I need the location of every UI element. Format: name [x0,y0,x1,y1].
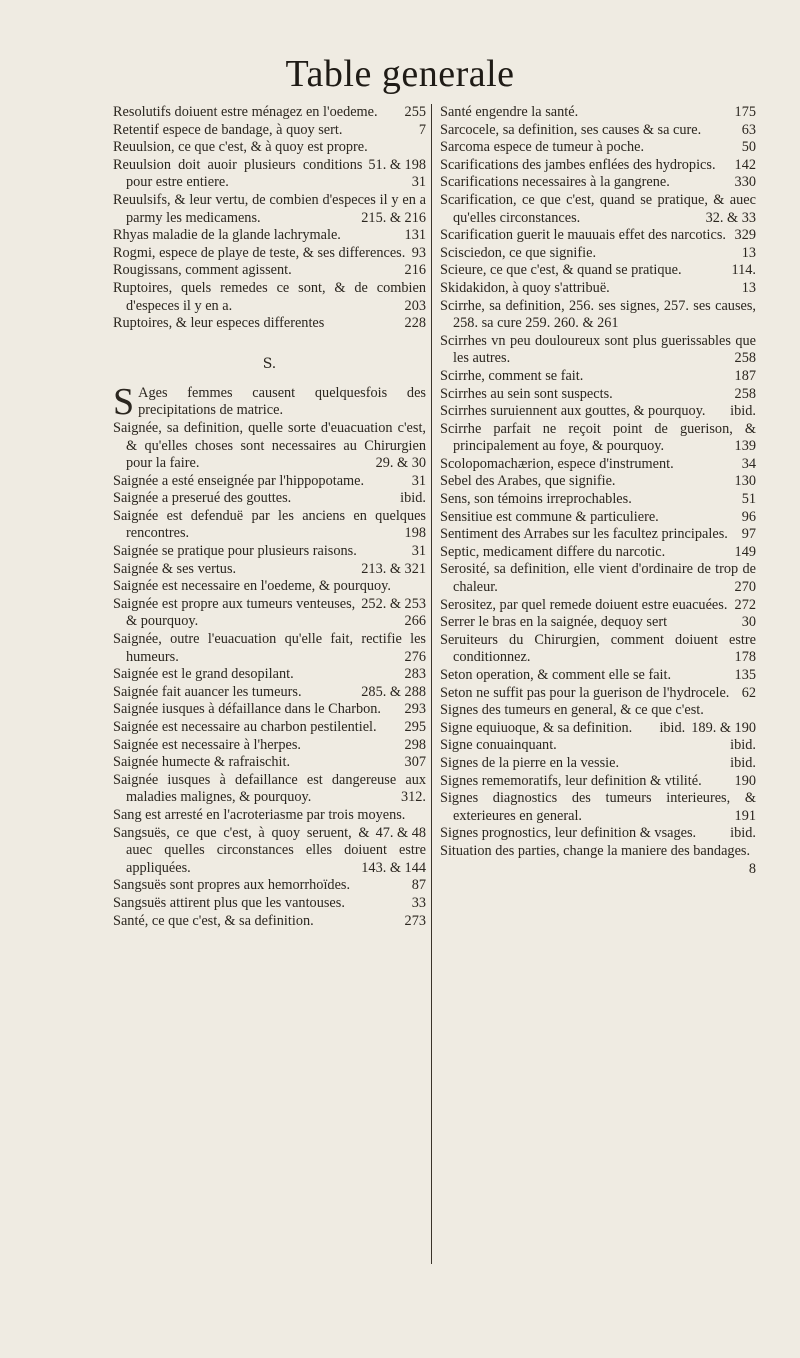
section-heading: S. [262,355,277,372]
index-entry [440,139,756,157]
index-entry [440,262,756,280]
entry-text: Saignée a preserué des gouttes. [113,490,292,507]
index-entry [113,280,426,315]
page-title: Table generale [285,53,515,95]
page-reference: 293 [404,701,426,718]
entry-text: Rhyas maladie de la glande lachrymale. [113,227,341,244]
entry-text: Saignée est necessaire à l'herpes. [113,736,301,753]
index-entry [440,473,756,491]
index-entry [440,667,756,685]
page-reference: 190 [734,772,756,789]
entry-text: Sebel des Arabes, que signifie. [440,473,616,490]
entry-text: Saignée est necessaire en l'oedeme, & pourquoy. [113,578,391,595]
page-reference: 330 [734,174,756,191]
entry-text: Signes de la pierre en la vessie. [440,754,620,771]
page-reference: ibid. [730,754,756,771]
index-entry [113,666,426,684]
page-reference: ibid. [730,403,756,420]
page-reference: 130 [734,473,756,490]
page-reference: 252. & 253 [361,595,426,612]
column-divider [431,104,432,1264]
entry-text: Scarification, ce que c'est, quand se pratique, & auec qu'elles circonstances. [440,191,756,226]
index-entry [440,333,756,368]
page-reference: 47. & 48 [375,824,426,841]
page-reference: 96 [741,508,756,525]
page-reference: 285. & 288 [361,683,426,700]
entry-text: Scirrhes suruiennent aux gouttes, & pourquoy. [440,403,706,420]
index-entry [113,754,426,772]
index-entry [113,895,426,913]
page-reference: 31 [411,543,426,560]
page-reference: 216 [404,262,426,279]
entry-text: Signe equiuoque, & sa definition. [440,719,633,736]
page-reference: 149 [734,543,756,560]
page-reference: 34 [741,455,756,472]
drop-cap: S [113,380,135,423]
index-entry [440,561,756,596]
index-entry [440,825,756,843]
index-entry [113,192,426,227]
page-reference: 33 [411,894,426,911]
page-reference: 307 [404,754,426,771]
index-entry [440,526,756,544]
index-entry [113,806,426,841]
index-entry [113,139,426,173]
index-entry [440,755,756,773]
page-reference: 139 [734,438,756,455]
index-entry [113,701,426,719]
page-reference: 32. & 33 [705,209,756,226]
entry-text: Signes rememoratifs, leur definition & vtilité. [440,772,702,789]
page-reference: 258 [734,385,756,402]
entry-text: Signes des tumeurs en general, & ce que c'est. [440,702,704,719]
entry-text: Scarifications des jambes enflées des hydropics. [440,156,716,173]
entry-text: Scieure, ce que c'est, & quand se pratique. [440,262,682,279]
entry-text: Sensitiue est commune & particuliere. [440,508,659,525]
page-reference: 189. & 190 [691,719,756,736]
entry-text: Santé, ce que c'est, & sa definition. [113,912,314,929]
index-entry [113,737,426,755]
page-reference: 93 [411,244,426,261]
index-entry [440,245,756,263]
page-reference: ibid. [730,737,756,754]
page-reference: 31 [411,174,426,191]
page-reference: 50 [741,139,756,156]
entry-text: Saignée iusques à defaillance est dangereuse aux maladies malignes, & pourquoy. [113,771,426,806]
index-entry [440,403,756,421]
entry-text: Sens, son témoins irreprochables. [440,491,632,508]
entry-text: Scirrhe parfait ne reçoit point de guerison, & principalement au foye, & pourquoy. [440,420,756,455]
entry-text: Sang est arresté en l'acroteriasme par trois moyens. [113,806,406,823]
page-reference: 7 [418,121,426,138]
index-entry [440,842,756,877]
index-entry [440,104,756,122]
entry-text: Seton ne suffit pas pour la guerison de l'hydrocele. [440,684,730,701]
entry-text: Ages femmes causent quelquesfois des precipitations de matrice. [138,384,426,419]
entry-text: Saignée iusques à défaillance dans le Charbon. [113,701,381,718]
index-entry [440,122,756,140]
entry-text: Skidakidon, à quoy s'attribuë. [440,279,610,296]
page-reference: 258 [734,350,756,367]
page-reference: 175 [734,104,756,120]
page-reference: 142 [734,156,756,173]
entry-text: Scirrhes vn peu douloureux sont plus guerissables que les autres. [440,332,756,367]
entry-text: Resolutifs doiuent estre ménagez en l'oedeme. [113,104,378,120]
entry-text: Saignée fait auancer les tumeurs. [113,683,302,700]
index-entry [440,157,756,175]
page-reference: 63 [741,121,756,138]
entry-text: Sarcoma espece de tumeur à poche. [440,139,645,156]
entry-text: Seruiteurs du Chirurgien, comment doiuent estre conditionnez. [440,631,756,666]
index-entry [113,315,426,333]
page-reference: 295 [404,719,426,735]
left-column [113,104,426,930]
page-reference: 143. & 144 [361,859,426,876]
page-reference: 178 [734,649,756,666]
index-entry [113,631,426,666]
entry-text: Saignée, outre l'euacuation qu'elle fait, rectifie les humeurs. [113,631,426,665]
entry-text: Sangsuës attirent plus que les vantouses. [113,894,345,911]
entry-text: Sentiment des Arrabes sur les facultez principales. [440,526,728,543]
entry-text: Signe conuainquant. [440,737,557,754]
index-entry [113,508,426,543]
entry-text: Sangsuës, ce que c'est, à quoy seruent, & auec quelles circonstances elles doiuent estre appliquées. [113,824,426,876]
entry-text: Saignée se pratique pour plusieurs raisons. [113,543,357,560]
index-entry [113,913,426,931]
page-reference: ibid. [400,490,426,507]
index-entry [113,104,426,122]
index-entry [113,122,426,140]
entry-text: Signes prognostics, leur definition & vsages. [440,825,697,842]
entry-text: Signes diagnostics des tumeurs interieures, & exterieures en general. [440,790,756,824]
entry-text: Saignée & ses vertus. [113,560,237,577]
index-entry [440,632,756,667]
entry-text: Scirrhes au sein sont suspects. [440,385,613,402]
index-entry [113,684,426,702]
index-entry [440,614,756,632]
page-reference: 31 [411,472,426,489]
page-reference: 87 [411,877,426,894]
page-reference: 312. [400,789,426,806]
page-reference: 13 [741,279,756,296]
page-reference: 114. [731,262,756,279]
page-reference: 228 [404,315,426,332]
index-entry [440,685,756,703]
index-entry [440,174,756,192]
entry-text: Serosité, sa definition, elle vient d'ordinaire de trop de chaleur. [440,561,756,596]
index-entry [113,719,426,737]
index-entry [440,773,756,791]
entry-text: Reuulsifs, & leur vertu, de combien d'especes il y en a parmy les medicamens. [113,191,426,226]
index-entry [440,421,756,456]
index-entry [440,597,756,615]
index-entry [440,298,756,333]
index-entry [440,192,756,227]
index-entry [113,877,426,895]
entry-text: Saignée a esté enseignée par l'hippopotame. [113,472,365,489]
entry-text: Reuulsion doit auoir plusieurs conditions pour estre entiere. [113,156,363,191]
page-reference: 51. & 198 [368,156,426,173]
index-entry [440,368,756,386]
index-entry [440,280,756,298]
entry-text: Scarification guerit le mauuais effet des narcotics. [440,227,726,244]
entry-text: Serrer le bras en la saignée, dequoy sert [440,614,668,631]
page-reference: 273 [404,912,426,929]
index-entry [113,473,426,491]
index-entry [113,772,426,807]
entry-text: Saignée est necessaire au charbon pestilentiel. [113,719,377,735]
page-reference: 29. & 30 [375,455,426,472]
entry-text: Situation des parties, change la maniere des bandages. [440,842,751,859]
page-reference: 97 [741,526,756,543]
entry-text: Saignée est defenduë par les anciens en quelques rencontres. [113,507,426,542]
entry-text: Rogmi, espece de playe de teste, & ses differences. [113,244,406,261]
index-entry [440,491,756,509]
page-reference: 283 [404,666,426,683]
entry-text: Saignée est propre aux tumeurs venteuses, & pourquoy. [113,595,356,630]
entry-text: Scarifications necessaires à la gangrene. [440,174,670,191]
page-reference: ibid. [730,825,756,842]
entry-text: Rougissans, comment agissent. [113,262,292,279]
page-reference: 8 [748,860,756,877]
page-reference: 51 [741,491,756,508]
page-reference: 30 [741,614,756,631]
index-entry [440,456,756,474]
page-reference: 272 [734,596,756,613]
index-entry [113,262,426,280]
page-reference: 191 [734,807,756,824]
index-entry [113,543,426,561]
page-reference: 213. & 321 [361,560,426,577]
page-reference: 62 [741,684,756,701]
entry-text: Saignée est le grand desopilant. [113,666,294,683]
entry-text: Scirrhe, comment se fait. [440,367,584,384]
entry-text: Saignée, sa definition, quelle sorte d'euacuation c'est, & qu'elles choses sont necessaires au Chirurgien pour la faire. [113,419,426,472]
index-entry [113,245,426,263]
entry-text: Ruptoires, quels remedes ce sont, & de combien d'especes il y en a. [113,279,426,314]
entry-text: Reuulsion, ce que c'est, & à quoy est propre. [113,139,368,156]
index-entry [440,227,756,245]
entry-text: Saignée humecte & rafraischit. [113,754,291,771]
page-reference: 135 [734,667,756,683]
entry-text: Scirrhe, sa definition, 256. ses signes, 257. ses causes, 258. sa cure 259. 260. & 261 [440,297,756,332]
index-entry [440,509,756,527]
page-reference: 276 [404,648,426,665]
index-entry [113,380,426,423]
entry-text: Ruptoires, & leur especes differentes [113,315,325,332]
page-reference: 131 [404,227,426,244]
index-entry [113,420,426,473]
entry-text: Scisciedon, ce que signifie. [440,244,597,261]
entry-text: Santé engendre la santé. [440,104,579,120]
page-reference: 329 [734,227,756,244]
page-reference: 187 [734,367,756,384]
index-entry [113,578,426,612]
page-reference: 298 [404,736,426,753]
entry-text: Seton operation, & comment elle se fait. [440,667,672,683]
index-entry [440,386,756,404]
entry-text: Septic, medicament differe du narcotic. [440,543,666,560]
entry-text: Scolopomachærion, espece d'instrument. [440,455,674,472]
index-entry [113,561,426,579]
page-reference: ibid. [659,719,686,736]
page-reference: 203 [404,297,426,314]
index-entry [113,227,426,245]
index-entry [440,544,756,562]
index-entry [113,490,426,508]
right-column [440,104,756,878]
page-reference: 215. & 216 [361,209,426,226]
index-entry [440,790,756,825]
entry-text: Sangsuës sont propres aux hemorrhoïdes. [113,877,351,894]
page-reference: 270 [734,579,756,596]
entry-text: Serositez, par quel remede doiuent estre euacuées. [440,596,728,613]
page-reference: 198 [404,525,426,542]
page-reference: 13 [741,244,756,261]
index-entry [440,737,756,755]
page-reference: 266 [404,613,426,630]
page-reference: 255 [404,104,426,120]
entry-text: Sarcocele, sa definition, ses causes & sa cure. [440,121,702,138]
entry-text: Retentif espece de bandage, à quoy sert. [113,121,343,138]
